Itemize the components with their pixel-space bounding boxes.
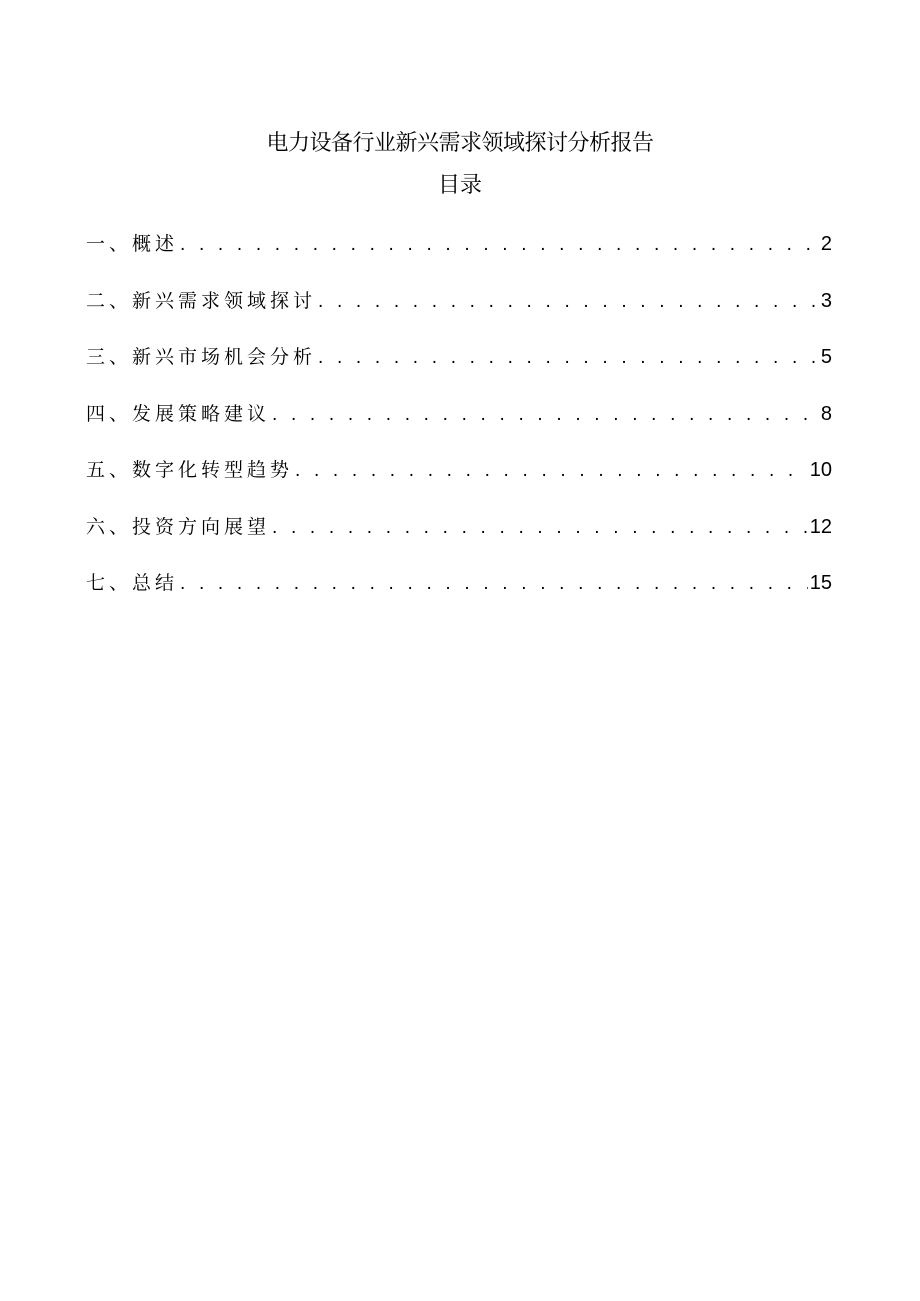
toc-entry-label: 七、总结 <box>86 572 179 594</box>
toc-entry-summary[interactable] <box>86 569 832 626</box>
toc-dot-leader <box>295 457 808 485</box>
toc-page-number: 12 <box>809 515 832 538</box>
toc-entry-strategy[interactable] <box>86 400 832 457</box>
toc-entry-emerging-demand[interactable] <box>86 287 832 344</box>
toc-entry-digital-transformation[interactable] <box>86 456 832 513</box>
toc-entry-market-opportunity[interactable] <box>86 343 832 400</box>
toc-dot-leader <box>272 401 819 429</box>
toc-page-number: 5 <box>820 346 832 368</box>
toc-entry-label: 二、新兴需求领域探讨 <box>86 289 317 312</box>
table-of-contents <box>86 230 832 626</box>
toc-dot-leader <box>180 231 819 259</box>
toc-page-number: 10 <box>809 459 832 481</box>
toc-entry-label: 一、概述 <box>86 233 179 255</box>
toc-dot-leader <box>318 344 819 372</box>
toc-dot-leader <box>180 570 808 598</box>
document-title: 电力设备行业新兴需求领域探讨分析报告 <box>266 131 654 156</box>
toc-dot-leader <box>272 514 808 542</box>
toc-entry-label: 六、投资方向展望 <box>86 515 271 538</box>
toc-page-number: 15 <box>809 572 832 594</box>
toc-entry-investment-outlook[interactable] <box>86 513 832 570</box>
toc-entry-label: 五、数字化转型趋势 <box>86 459 294 481</box>
toc-entry-label: 三、新兴市场机会分析 <box>86 346 317 368</box>
toc-page-number: 2 <box>820 233 832 255</box>
toc-entry-label: 四、发展策略建议 <box>86 402 271 425</box>
toc-entry-overview[interactable] <box>86 230 832 287</box>
toc-heading: 目录 <box>437 173 482 198</box>
toc-page-number: 8 <box>820 402 832 425</box>
toc-dot-leader <box>318 288 819 316</box>
toc-page-number: 3 <box>820 289 832 312</box>
